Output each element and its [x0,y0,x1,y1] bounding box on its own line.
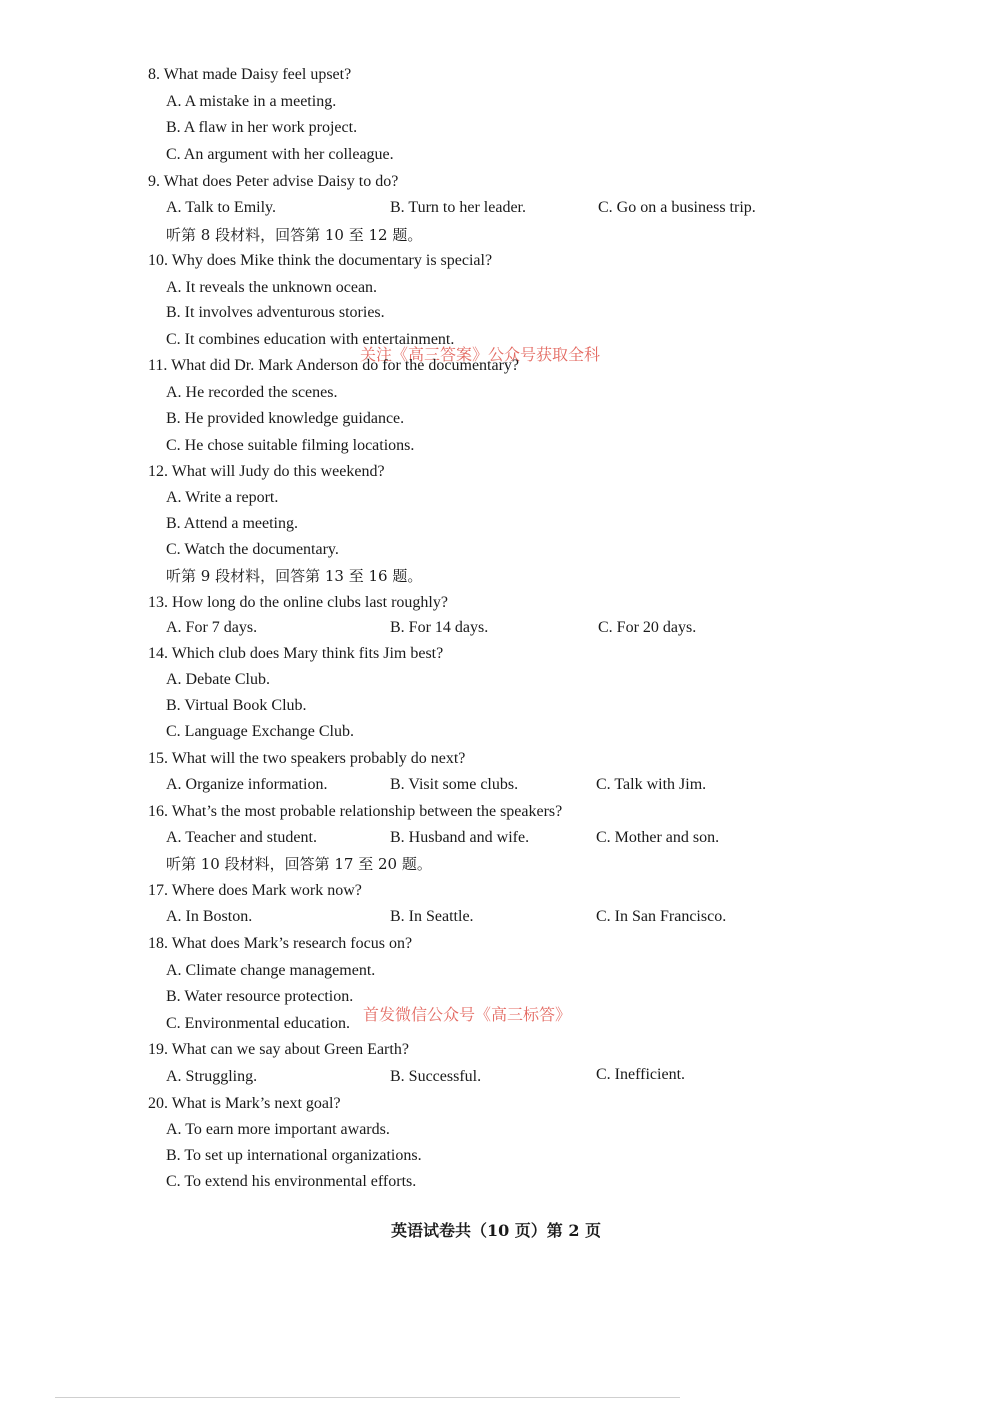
q17-option-a: A. In Boston. [166,908,253,925]
question-8: 8. What made Daisy feel upset? [148,66,352,83]
question-14: 14. Which club does Mary think fits Jim best? [148,645,444,662]
section-instruction-9: 听第 9 段材料，回答第 13 至 16 题。 [166,567,423,585]
q13-option-b: B. For 14 days. [390,619,489,636]
bottom-divider [55,1397,680,1398]
q11-option-b: B. He provided knowledge guidance. [166,410,405,427]
q19-option-b: B. Successful. [390,1068,482,1085]
section-instruction-10: 听第 10 段材料，回答第 17 至 20 题。 [166,855,432,873]
q16-option-a: A. Teacher and student. [166,829,317,846]
q13-option-c: C. For 20 days. [598,619,697,636]
q12-option-a: A. Write a report. [166,489,279,506]
question-11: 11. What did Dr. Mark Anderson do for the documentary? [148,357,520,374]
q17-option-b: B. In Seattle. [390,908,474,925]
question-12: 12. What will Judy do this weekend? [148,463,385,480]
q20-option-b: B. To set up international organizations. [166,1147,422,1164]
q8-option-a: A. A mistake in a meeting. [166,93,337,110]
q20-option-c: C. To extend his environmental efforts. [166,1173,417,1190]
q20-option-a: A. To earn more important awards. [166,1121,390,1138]
q9-option-c: C. Go on a business trip. [598,199,756,216]
question-17: 17. Where does Mark work now? [148,882,362,899]
q13-option-a: A. For 7 days. [166,619,258,636]
question-19: 19. What can we say about Green Earth? [148,1041,409,1058]
q11-option-a: A. He recorded the scenes. [166,384,338,401]
question-13: 13. How long do the online clubs last roughly? [148,594,448,611]
question-15: 15. What will the two speakers probably do next? [148,750,466,767]
q14-option-a: A. Debate Club. [166,671,270,688]
q9-option-a: A. Talk to Emily. [166,199,276,216]
q8-option-c: C. An argument with her colleague. [166,146,394,163]
q11-option-c: C. He chose suitable filming locations. [166,437,415,454]
watermark-top: 关注《高三答案》公众号获取全科 [360,345,601,364]
q10-option-b: B. It involves adventurous stories. [166,304,385,321]
q10-option-c: C. It combines education with entertainment. [166,331,455,348]
q18-option-a: A. Climate change management. [166,962,376,979]
question-20: 20. What is Mark’s next goal? [148,1095,341,1112]
q15-option-c: C. Talk with Jim. [596,776,707,793]
q19-option-c: C. Inefficient. [596,1066,686,1083]
watermark-bottom: 首发微信公众号《高三标答》 [363,1005,572,1024]
q12-option-c: C. Watch the documentary. [166,541,339,558]
q10-option-a: A. It reveals the unknown ocean. [166,279,378,296]
question-16: 16. What’s the most probable relationship between the speakers? [148,803,563,820]
page-footer: 英语试卷共（10 页）第 2 页 [390,1221,602,1240]
q9-option-b: B. Turn to her leader. [390,199,526,216]
question-10: 10. Why does Mike think the documentary is special? [148,252,493,269]
q14-option-c: C. Language Exchange Club. [166,723,354,740]
section-instruction-8: 听第 8 段材料，回答第 10 至 12 题。 [166,226,423,244]
q15-option-a: A. Organize information. [166,776,328,793]
q15-option-b: B. Visit some clubs. [390,776,519,793]
q14-option-b: B. Virtual Book Club. [166,697,307,714]
q19-option-a: A. Struggling. [166,1068,258,1085]
question-9: 9. What does Peter advise Daisy to do? [148,173,399,190]
q16-option-c: C. Mother and son. [596,829,720,846]
question-18: 18. What does Mark’s research focus on? [148,935,413,952]
q12-option-b: B. Attend a meeting. [166,515,298,532]
q17-option-c: C. In San Francisco. [596,908,727,925]
q18-option-b: B. Water resource protection. [166,988,354,1005]
q8-option-b: B. A flaw in her work project. [166,119,358,136]
q16-option-b: B. Husband and wife. [390,829,530,846]
q18-option-c: C. Environmental education. [166,1015,350,1032]
